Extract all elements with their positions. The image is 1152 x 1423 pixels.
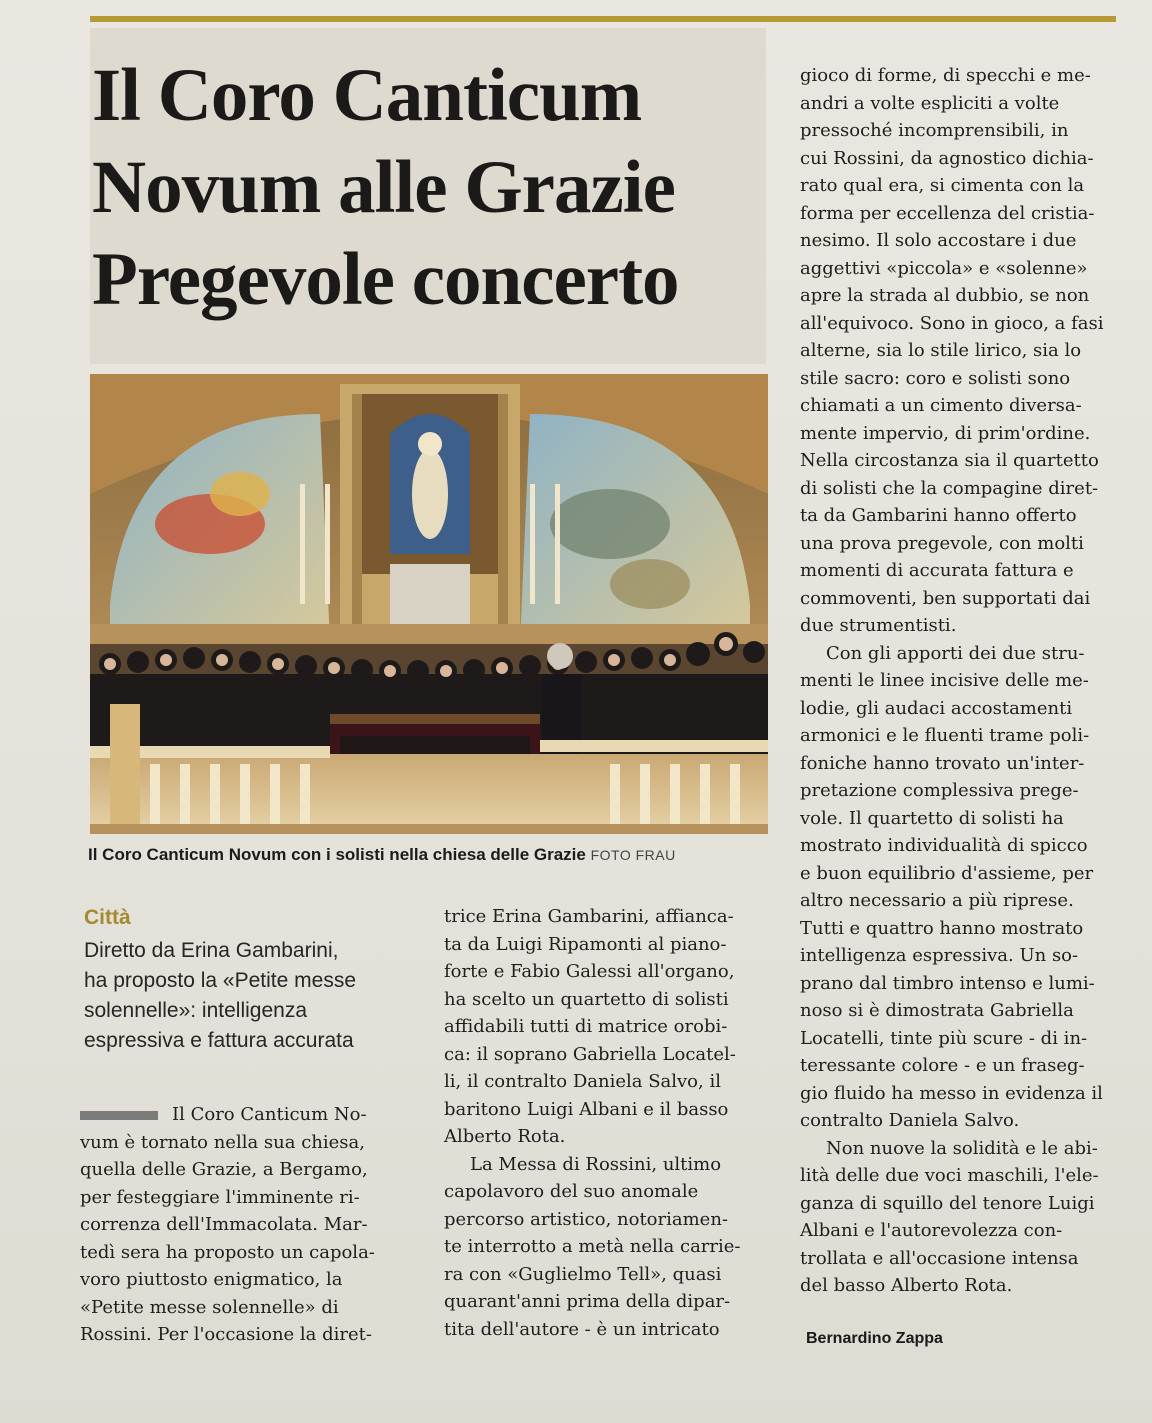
- body-line: per festeggiare l'imminente ri-: [80, 1186, 360, 1208]
- body-line: tedì sera ha proposto un capola-: [80, 1241, 375, 1263]
- body-line: del basso Alberto Rota.: [800, 1275, 1013, 1296]
- body-line: una prova pregevole, con molti: [800, 532, 1084, 554]
- author-signature: Bernardino Zappa: [806, 1330, 943, 1347]
- body-line: li, il contralto Daniela Salvo, il: [444, 1071, 721, 1092]
- body-line: voro piuttosto enigmatico, la: [80, 1269, 343, 1290]
- body-line: lodie, gli audaci accostamenti: [800, 697, 1073, 719]
- body-line: La Messa di Rossini, ultimo: [470, 1153, 722, 1175]
- body-line: aggettivi «piccola» e «solenne»: [800, 257, 1088, 279]
- body-line: cui Rossini, da agnostico dichia-: [800, 147, 1094, 169]
- body-line: Locatelli, tinte più scure - di in-: [800, 1027, 1088, 1049]
- body-line: ta da Gambarini hanno offerto: [800, 505, 1077, 526]
- body-line: mostrato individualità di spicco: [800, 835, 1088, 856]
- body-line: commoventi, ben supportati dai: [800, 587, 1091, 609]
- body-line: menti le linee incisive delle me-: [800, 670, 1089, 691]
- body-line: quarant'anni prima della dipar-: [444, 1291, 731, 1312]
- body-line: noso si è dimostrata Gabriella: [800, 1000, 1074, 1021]
- body-line: intelligenza espressiva. Un so-: [800, 945, 1079, 966]
- body-line: gio fluido ha messo in evidenza il: [800, 1082, 1103, 1104]
- body-line: Rossini. Per l'occasione la diret-: [80, 1324, 372, 1345]
- body-column-2: [444, 903, 774, 1343]
- concert-photo: [90, 374, 768, 834]
- body-line: chiamati a un cimento diversa-: [800, 395, 1082, 416]
- headline: [92, 50, 764, 326]
- body-line: capolavoro del suo anomale: [444, 1181, 699, 1202]
- subheadline-line: ha proposto la «Petite messe: [84, 969, 356, 992]
- body-line: pressoché incomprensibili, in: [800, 120, 1069, 141]
- body-line: trice Erina Gambarini, affianca-: [444, 906, 734, 927]
- lead-marker: [80, 1111, 158, 1120]
- body-line: Con gli apporti dei due stru-: [826, 642, 1085, 664]
- photo-caption: [88, 845, 778, 865]
- body-line: Non nuove la solidità e le abi-: [826, 1137, 1098, 1159]
- body-line: armonici e le fluenti trame poli-: [800, 725, 1090, 746]
- body-column-1: [80, 1101, 400, 1349]
- body-line: Alberto Rota.: [444, 1126, 566, 1147]
- body-line: nesimo. Il solo accostare i due: [800, 230, 1077, 251]
- section-kicker: Città: [84, 906, 131, 929]
- body-line: gioco di forme, di specchi e me-: [800, 65, 1091, 86]
- body-line: trollata e all'occasione intensa: [800, 1247, 1079, 1269]
- body-line: di solisti che la compagine diret-: [800, 477, 1099, 499]
- body-line: tita dell'autore - è un intricato: [444, 1318, 720, 1340]
- subheadline: [84, 936, 414, 1056]
- body-line: forte e Fabio Galessi all'organo,: [444, 961, 735, 982]
- body-line: correnza dell'Immacolata. Mar-: [80, 1214, 368, 1235]
- subheadline-line: Diretto da Erina Gambarini,: [84, 939, 339, 962]
- body-line: quella delle Grazie, a Bergamo,: [80, 1159, 368, 1180]
- body-line: Albani e l'autorevolezza con-: [800, 1220, 1063, 1241]
- body-line: foniche hanno trovato un'inter-: [800, 752, 1085, 774]
- body-line: momenti di accurata fattura e: [800, 560, 1074, 581]
- body-line: affidabili tutti di matrice orobi-: [444, 1016, 728, 1037]
- body-line: lità delle due voci maschili, l'ele-: [800, 1165, 1099, 1186]
- caption-text: Il Coro Canticum Novum con i solisti nella chiesa delle Grazie: [88, 845, 586, 864]
- body-line: apre la strada al dubbio, se non: [800, 285, 1090, 306]
- body-line: percorso artistico, notoriamen-: [444, 1208, 729, 1230]
- headline-line: Il Coro Canticum: [92, 54, 642, 137]
- body-line: andri a volte espliciti a volte: [800, 92, 1060, 114]
- body-line: vole. Il quartetto di solisti ha: [800, 807, 1064, 829]
- body-line: [80, 1101, 400, 1129]
- body-column-3: [800, 62, 1130, 1300]
- subheadline-line: espressiva e fattura accurata: [84, 1029, 354, 1052]
- body-line: e buon equilibrio d'assieme, per: [800, 862, 1094, 884]
- subheadline-line: solennelle»: intelligenza: [84, 999, 307, 1022]
- body-line: altro necessario a più riprese.: [800, 890, 1074, 911]
- body-line: vum è tornato nella sua chiesa,: [80, 1131, 365, 1153]
- body-line: Tutti e quattro hanno mostrato: [800, 917, 1084, 939]
- photo-credit: FOTO FRAU: [590, 847, 676, 863]
- body-line: te interrotto a metà nella carrie-: [444, 1236, 741, 1257]
- body-line: contralto Daniela Salvo.: [800, 1110, 1020, 1131]
- body-line: Nella circostanza sia il quartetto: [800, 450, 1099, 471]
- headline-line: Pregevole concerto: [92, 238, 679, 321]
- body-line: pretazione complessiva prege-: [800, 780, 1079, 801]
- top-rule: [90, 16, 1116, 22]
- body-line: baritono Luigi Albani e il basso: [444, 1098, 729, 1120]
- body-line: alterne, sia lo stile lirico, sia lo: [800, 340, 1082, 361]
- body-line: all'equivoco. Sono in gioco, a fasi: [800, 312, 1104, 334]
- body-line: «Petite messe solennelle» di: [80, 1296, 339, 1318]
- body-line: stile sacro: coro e solisti sono: [800, 367, 1071, 389]
- body-line: forma per eccellenza del cristia-: [800, 202, 1095, 224]
- headline-line: Novum alle Grazie: [92, 146, 675, 229]
- body-line: ta da Luigi Ripamonti al piano-: [444, 933, 727, 955]
- body-line: mente impervio, di prim'ordine.: [800, 422, 1091, 444]
- body-line: teressante colore - e un fraseg-: [800, 1055, 1085, 1076]
- body-line: ha scelto un quartetto di solisti: [444, 988, 729, 1010]
- body-line: ca: il soprano Gabriella Locatel-: [444, 1043, 736, 1065]
- body-text: Il Coro Canticum No-: [172, 1104, 367, 1125]
- body-line: ganza di squillo del tenore Luigi: [800, 1192, 1095, 1214]
- body-line: rato qual era, si cimenta con la: [800, 175, 1085, 196]
- body-line: due strumentisti.: [800, 615, 957, 636]
- body-line: ra con «Guglielmo Tell», quasi: [444, 1263, 722, 1285]
- body-line: prano dal timbro intenso e lumi-: [800, 972, 1095, 994]
